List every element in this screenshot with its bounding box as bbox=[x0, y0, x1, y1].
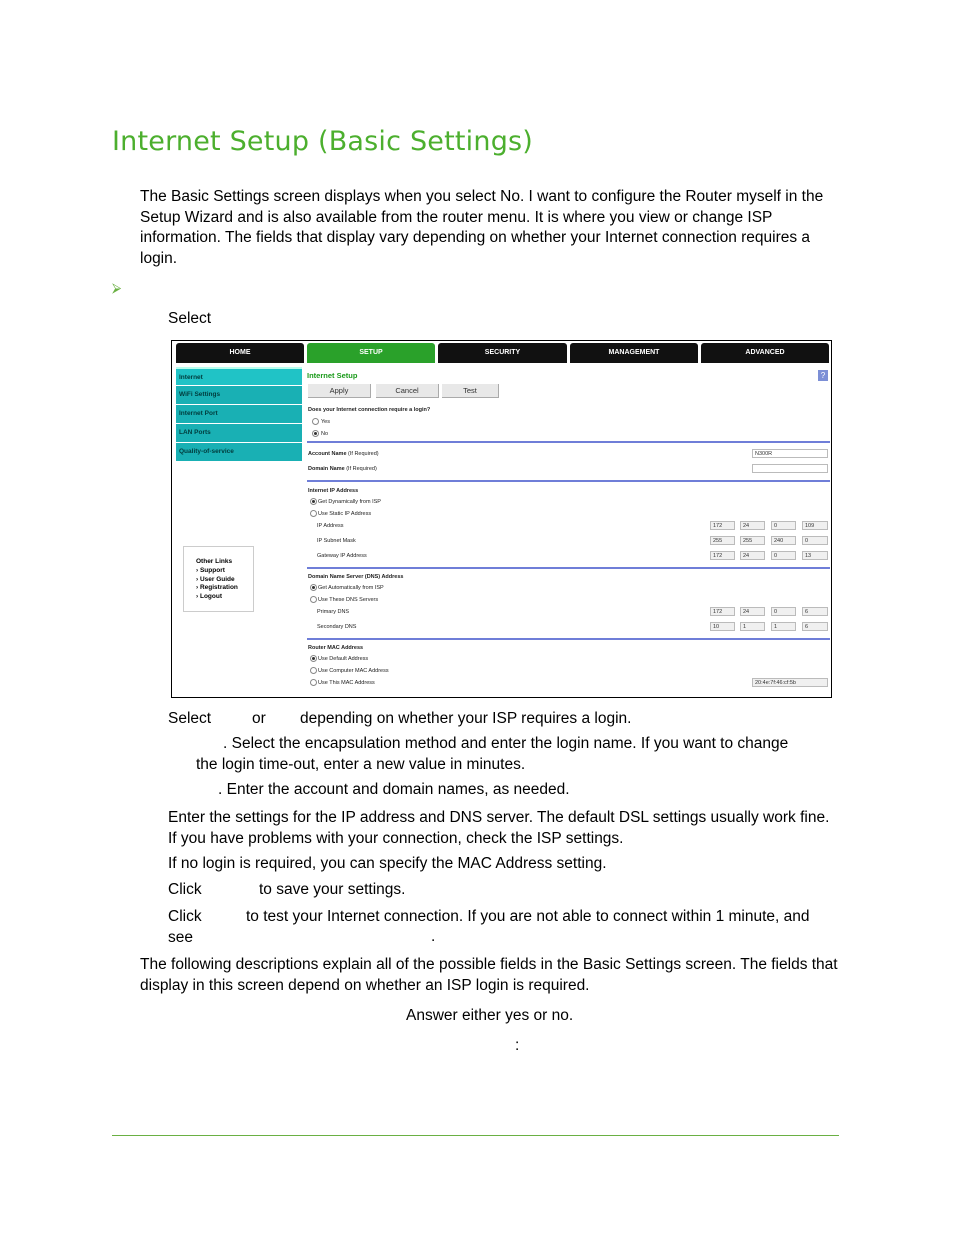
mac-heading: Router MAC Address bbox=[308, 645, 364, 651]
tab-home[interactable]: HOME bbox=[176, 343, 304, 363]
domain-name-text: Domain Name bbox=[308, 466, 345, 472]
dns-use-label: Use These DNS Servers bbox=[318, 597, 379, 603]
footer-rule bbox=[112, 1135, 839, 1136]
primary-dns-label: Primary DNS bbox=[317, 609, 350, 615]
link-logout[interactable]: › Logout bbox=[196, 593, 222, 601]
gateway-label: Gateway IP Address bbox=[317, 553, 367, 559]
sidebar-item-wifi-settings[interactable]: WiFi Settings bbox=[176, 386, 302, 404]
account-name-input[interactable]: N300R bbox=[752, 449, 828, 458]
step-2-select: Select bbox=[168, 710, 212, 727]
sidebar-item-internet[interactable]: Internet bbox=[176, 367, 302, 385]
login-no-label: No bbox=[321, 431, 329, 437]
tab-management[interactable]: MANAGEMENT bbox=[570, 343, 698, 363]
ip-address-octet-1[interactable]: 172 bbox=[710, 521, 735, 530]
domain-name-hint: (If Required) bbox=[346, 466, 377, 472]
tab-setup[interactable]: SETUP bbox=[307, 343, 435, 363]
ip-static-label: Use Static IP Address bbox=[318, 511, 372, 517]
answer-text: Answer either yes or no. bbox=[406, 1007, 574, 1024]
other-links-title: Other Links bbox=[196, 558, 233, 565]
link-support[interactable]: › Support bbox=[196, 566, 225, 574]
secondary-dns-octet-4[interactable]: 6 bbox=[802, 622, 828, 631]
dns-auto-label: Get Automatically from ISP bbox=[318, 585, 384, 591]
internet-ip-heading: Internet IP Address bbox=[308, 488, 359, 494]
help-icon[interactable]: ? bbox=[818, 370, 828, 381]
step-3-text: Enter the settings for the IP address and DNS server. The default DSL settings usually work fine. If you have problems with your connection, check the ISP settings. bbox=[168, 809, 830, 847]
subnet-mask-octet-4[interactable]: 0 bbox=[802, 536, 828, 545]
mac-computer-label: Use Computer MAC Address bbox=[318, 668, 389, 674]
link-user-guide[interactable]: › User Guide bbox=[196, 575, 235, 583]
section-divider bbox=[307, 480, 830, 482]
secondary-dns-label: Secondary DNS bbox=[317, 624, 357, 630]
colon-text: : bbox=[515, 1037, 520, 1054]
subnet-mask-octet-2[interactable]: 255 bbox=[740, 536, 765, 545]
gateway-octet-4[interactable]: 13 bbox=[802, 551, 828, 560]
mac-default-label: Use Default Address bbox=[318, 656, 369, 662]
intro-paragraph: The Basic Settings screen displays when you select No. I want to configure the Router myself in the Setup Wizard and is also available from the router menu. It is where you view or change ISP information. The fields that display vary depending on whether your Internet connection requires a login. bbox=[140, 188, 824, 267]
step-1-text: Select bbox=[168, 310, 212, 327]
gateway-octet-2[interactable]: 24 bbox=[740, 551, 765, 560]
step-6-period: . bbox=[431, 928, 436, 945]
step-5-rest: to save your settings. bbox=[259, 881, 406, 898]
login-question: Does your Internet connection require a login? bbox=[308, 407, 431, 413]
router-screenshot bbox=[171, 340, 832, 698]
step-2-yes-text: . Select the encapsulation method and enter the login name. If you want to change the login time-out, enter a new value in minutes. bbox=[196, 735, 789, 773]
domain-name-label bbox=[308, 466, 377, 472]
ip-dynamic-label: Get Dynamically from ISP bbox=[318, 499, 381, 505]
login-yes-radio[interactable] bbox=[312, 418, 319, 425]
test-button[interactable]: Test bbox=[442, 384, 499, 398]
mac-this-label: Use This MAC Address bbox=[318, 680, 375, 686]
ip-address-octet-4[interactable]: 109 bbox=[802, 521, 828, 530]
tab-security[interactable]: SECURITY bbox=[438, 343, 567, 363]
ip-dynamic-radio[interactable] bbox=[310, 498, 317, 505]
secondary-dns-octet-3[interactable]: 1 bbox=[771, 622, 796, 631]
ip-address-octet-2[interactable]: 24 bbox=[740, 521, 765, 530]
domain-name-input[interactable] bbox=[752, 464, 828, 473]
dns-use-radio[interactable] bbox=[310, 596, 317, 603]
login-no-radio[interactable] bbox=[312, 430, 319, 437]
mac-this-radio[interactable] bbox=[310, 679, 317, 686]
ip-static-radio[interactable] bbox=[310, 510, 317, 517]
subnet-mask-octet-3[interactable]: 240 bbox=[771, 536, 796, 545]
procedure-arrow-icon: ⮚ bbox=[112, 280, 122, 295]
account-name-label bbox=[308, 451, 379, 457]
gateway-octet-1[interactable]: 172 bbox=[710, 551, 735, 560]
ip-address-octet-3[interactable]: 0 bbox=[771, 521, 796, 530]
step-2-or: or bbox=[252, 710, 266, 727]
dns-auto-radio[interactable] bbox=[310, 584, 317, 591]
link-registration[interactable]: › Registration bbox=[196, 584, 238, 592]
secondary-dns-octet-2[interactable]: 1 bbox=[740, 622, 765, 631]
primary-dns-octet-4[interactable]: 6 bbox=[802, 607, 828, 616]
description-paragraph: The following descriptions explain all of the possible fields in the Basic Settings screen. The fields that display in this screen depend on whether an ISP login is required. bbox=[140, 956, 838, 994]
step-2-no-text: . Enter the account and domain names, as needed. bbox=[218, 781, 570, 798]
panel-title: Internet Setup bbox=[307, 371, 358, 380]
step-4-text: If no login is required, you can specify the MAC Address setting. bbox=[168, 855, 607, 872]
sidebar-item-qos[interactable]: Quality-of-service bbox=[176, 443, 302, 461]
page-title: Internet Setup (Basic Settings) bbox=[112, 126, 534, 157]
primary-dns-octet-3[interactable]: 0 bbox=[771, 607, 796, 616]
login-yes-label: Yes bbox=[321, 419, 330, 425]
primary-dns-octet-1[interactable]: 172 bbox=[710, 607, 735, 616]
sidebar-item-internet-port[interactable]: Internet Port bbox=[176, 405, 302, 423]
mac-default-radio[interactable] bbox=[310, 655, 317, 662]
primary-dns-octet-2[interactable]: 24 bbox=[740, 607, 765, 616]
secondary-dns-octet-1[interactable]: 10 bbox=[710, 622, 735, 631]
dns-heading: Domain Name Server (DNS) Address bbox=[308, 574, 404, 580]
sidebar-item-lan-ports[interactable]: LAN Ports bbox=[176, 424, 302, 442]
mac-address-input[interactable]: 20:4e:7f:46:cf:5b bbox=[752, 678, 828, 687]
sidebar bbox=[176, 367, 302, 601]
apply-button[interactable]: Apply bbox=[308, 384, 371, 398]
cancel-button[interactable]: Cancel bbox=[376, 384, 439, 398]
section-divider bbox=[307, 567, 830, 569]
other-links-box bbox=[183, 546, 254, 612]
step-6-click: Click bbox=[168, 908, 202, 925]
subnet-mask-label: IP Subnet Mask bbox=[317, 538, 356, 544]
account-name-text: Account Name bbox=[308, 451, 347, 457]
step-2-rest: depending on whether your ISP requires a login. bbox=[300, 710, 632, 727]
step-6-rest: to test your Internet connection. If you are not able to connect within 1 minute, and see bbox=[168, 908, 810, 946]
gateway-octet-3[interactable]: 0 bbox=[771, 551, 796, 560]
section-divider bbox=[307, 638, 830, 640]
account-name-hint: (If Required) bbox=[348, 451, 379, 457]
top-tabs bbox=[176, 343, 829, 364]
ip-address-label: IP Address bbox=[317, 523, 344, 529]
section-divider bbox=[307, 441, 830, 443]
subnet-mask-octet-1[interactable]: 255 bbox=[710, 536, 735, 545]
tab-advanced[interactable]: ADVANCED bbox=[701, 343, 829, 363]
step-5-click: Click bbox=[168, 881, 202, 898]
mac-computer-radio[interactable] bbox=[310, 667, 317, 674]
